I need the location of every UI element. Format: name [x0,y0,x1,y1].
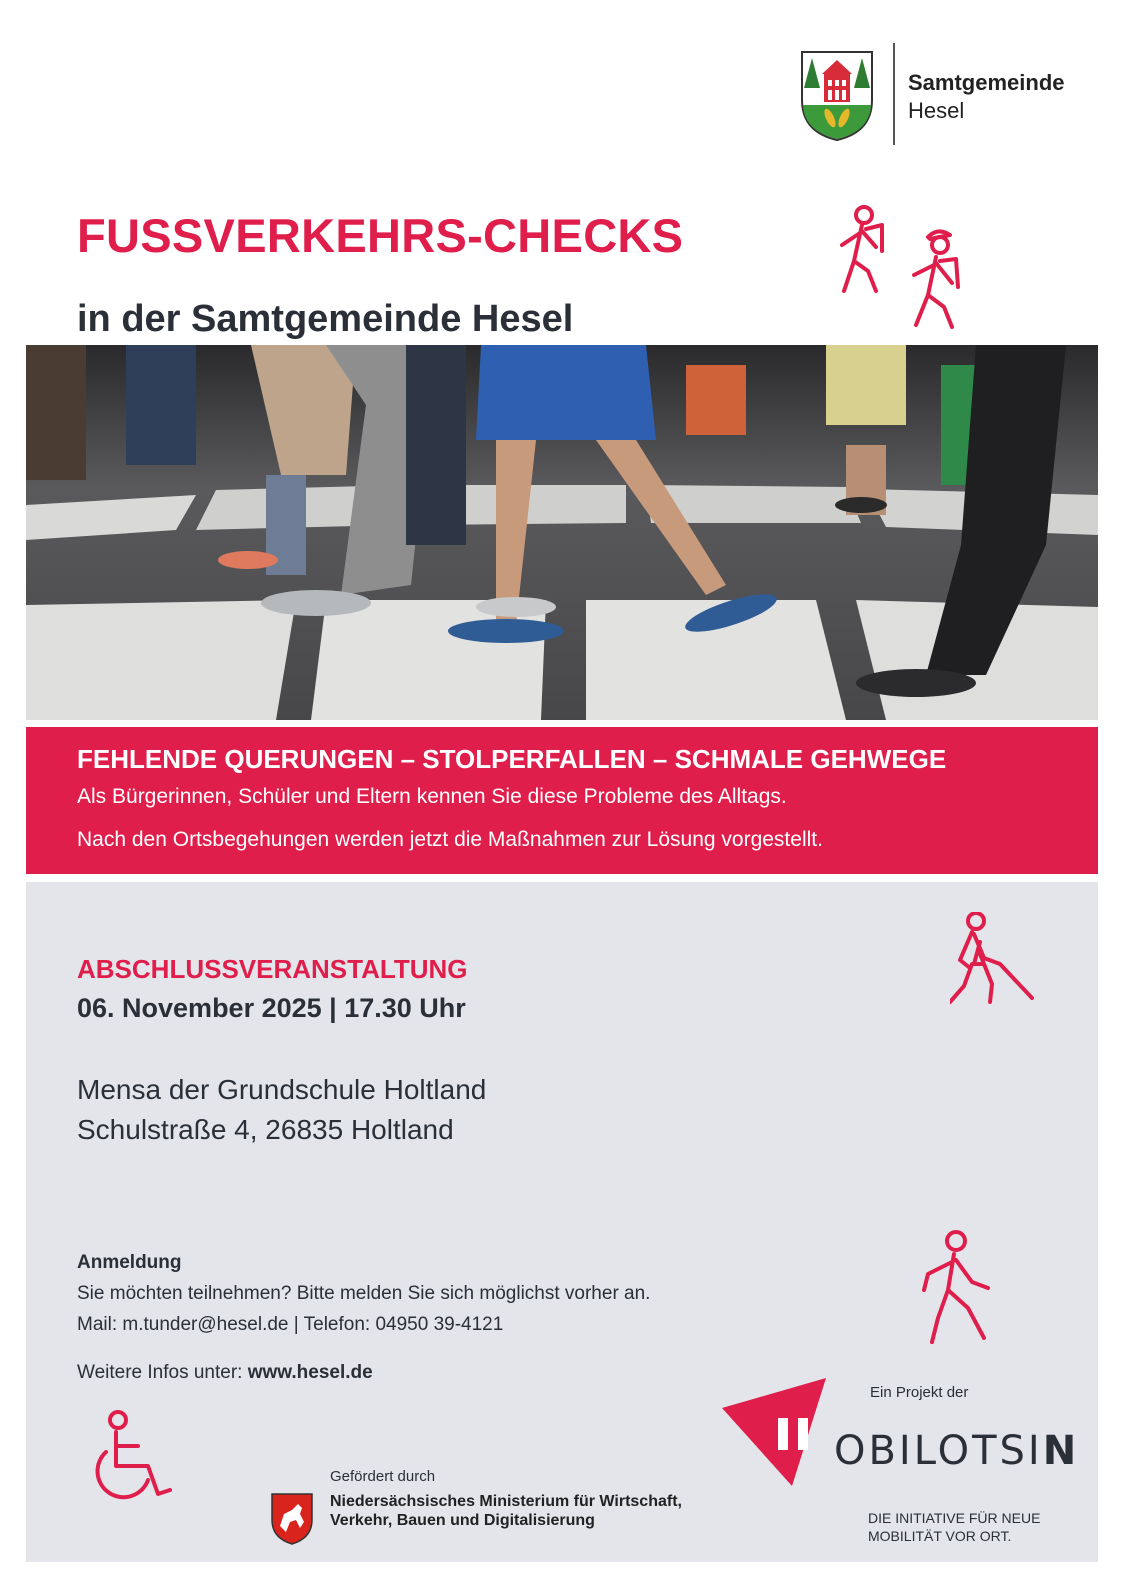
ministry-line-1: Niedersächsisches Ministerium für Wirtschaft, [330,1493,682,1510]
venue-address: Schulstraße 4, 26835 Holtland [77,1114,454,1145]
event-label: ABSCHLUSSVERANSTALTUNG [77,954,468,984]
municipal-coat-of-arms-icon [800,50,874,142]
mobilotsin-tagline-1: DIE INITIATIVE FÜR NEUE [868,1510,1041,1526]
page-title: FUSSVERKEHRS-CHECKS [77,209,684,262]
banner-headline: FEHLENDE QUERUNGEN – STOLPERFALLEN – SCHMALE GEHWEGE [77,744,947,774]
ministry-line-2: Verkehr, Bauen und Digitalisierung [330,1512,595,1529]
mobilotsin-tagline-2: MOBILITÄT VOR ORT. [868,1528,1012,1544]
event-date-time: 06. November 2025 | 17.30 Uhr [77,993,466,1023]
walking-person-icon [918,1230,1010,1350]
registration-heading: Anmeldung [77,1252,182,1273]
more-info [77,1362,373,1384]
wordmark-last-letter: N [1042,1428,1080,1474]
project-label: Ein Projekt der [870,1384,969,1401]
registration-text: Sie möchten teilnehmen? Bitte melden Sie sich möglichst vorher an. [77,1283,651,1304]
website-link[interactable]: www.hesel.de [247,1362,373,1383]
wordmark-main: OBILOTSI [834,1428,1043,1474]
wheelchair-icon [90,1410,190,1510]
more-info-prefix: Weitere Infos unter: [77,1362,248,1383]
mobilotsin-wordmark [834,1428,1079,1474]
banner-text-line-2: Nach den Ortsbegehungen werden jetzt die Maßnahmen zur Lösung vorgestellt. [77,828,823,851]
org-name: Samtgemeinde [908,70,1065,95]
info-banner [26,727,1098,874]
pedestrians-crossing-zebra-photo [26,345,1098,720]
logo-divider [893,43,895,145]
lower-saxony-horse-crest-icon [270,1492,314,1546]
ministry-name [330,1492,682,1530]
pedestrians-icon [836,205,986,337]
registration-contact: Mail: m.tunder@hesel.de | Telefon: 04950 39-4121 [77,1314,504,1335]
venue-name: Mensa der Grundschule Holtland [77,1074,487,1105]
funded-by-label: Gefördert durch [330,1468,436,1485]
blind-pedestrian-with-cane-icon [950,912,1050,1012]
banner-text-line-1: Als Bürgerinnen, Schüler und Eltern kennen Sie diese Probleme des Alltags. [77,785,787,808]
org-sub: Hesel [908,98,965,123]
page-subtitle: in der Samtgemeinde Hesel [77,298,574,340]
